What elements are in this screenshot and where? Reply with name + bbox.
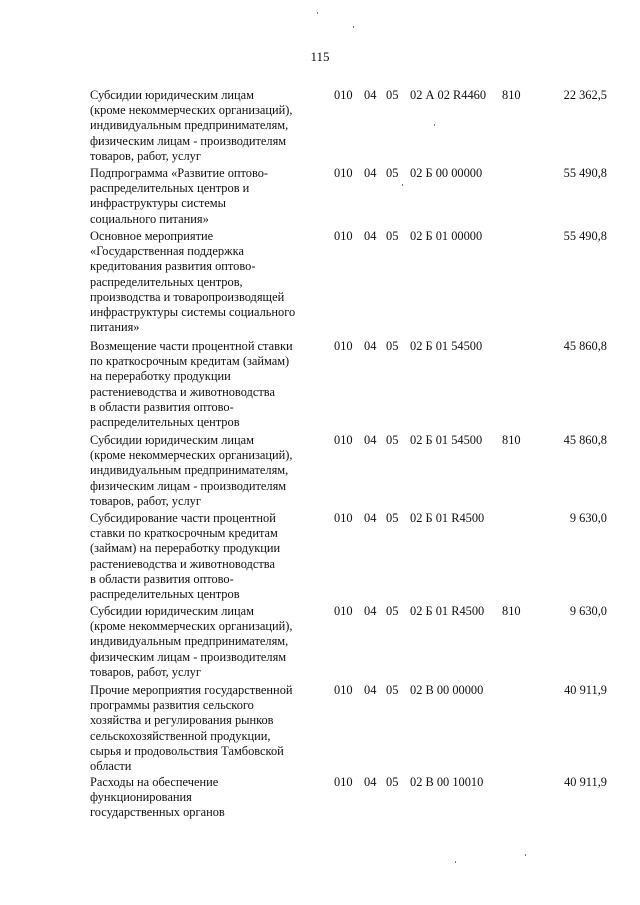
amount: 45 860,8 bbox=[563, 433, 607, 447]
section-code: 04 bbox=[364, 339, 377, 353]
ved-code: 010 bbox=[334, 166, 353, 180]
section-code: 04 bbox=[364, 683, 377, 697]
row-description: Субсидии юридическим лицам (кроме некоммерческих организаций), индивидуальным предпринимателям, физическим лицам - производителям товаров, работ, услуг bbox=[90, 433, 293, 508]
target-article-code: 02 Б 00 00000 bbox=[410, 166, 483, 180]
subsection-code: 05 bbox=[386, 604, 399, 618]
expense-type-code: 810 bbox=[502, 604, 521, 618]
subsection-code: 05 bbox=[386, 511, 399, 525]
amount: 22 362,5 bbox=[563, 88, 607, 102]
ved-code: 010 bbox=[334, 88, 353, 102]
subsection-code: 05 bbox=[386, 775, 399, 789]
ved-code: 010 bbox=[334, 229, 353, 243]
amount: 9 630,0 bbox=[569, 511, 607, 525]
scan-speck bbox=[317, 12, 318, 14]
target-article-code: 02 В 00 10010 bbox=[410, 775, 484, 789]
target-article-code: 02 Б 01 R4500 bbox=[410, 604, 485, 618]
scan-speck bbox=[525, 854, 526, 856]
section-code: 04 bbox=[364, 166, 377, 180]
ved-code: 010 bbox=[334, 683, 353, 697]
amount: 40 911,9 bbox=[564, 683, 607, 697]
section-code: 04 bbox=[364, 604, 377, 618]
subsection-code: 05 bbox=[386, 88, 399, 102]
scan-speck bbox=[402, 184, 403, 186]
row-description: Расходы на обеспечение функционирования государственных органов bbox=[90, 775, 225, 820]
row-description: Основное мероприятие «Государственная поддержка кредитования развития оптово- распределительных центров, производства и товаропроизводящей инфраструктуры системы социального питания» bbox=[90, 229, 296, 335]
scan-speck bbox=[353, 26, 354, 28]
row-description: Прочие мероприятия государственной программы развития сельского хозяйства и регулирования рынков сельскохозяйственной продукции, сырья и продовольствия Тамбовской области bbox=[90, 683, 293, 774]
scan-speck bbox=[455, 861, 456, 863]
expense-type-code: 810 bbox=[502, 433, 521, 447]
amount: 45 860,8 bbox=[563, 339, 607, 353]
subsection-code: 05 bbox=[386, 166, 399, 180]
target-article-code: 02 Б 01 R4500 bbox=[410, 511, 485, 525]
ved-code: 010 bbox=[334, 511, 353, 525]
row-description: Возмещение части процентной ставки по краткосрочным кредитам (займам) на переработку продукции растениеводства и животноводства в области развития оптово- распределительных центров bbox=[90, 339, 293, 430]
amount: 40 911,9 bbox=[564, 775, 607, 789]
section-code: 04 bbox=[364, 88, 377, 102]
ved-code: 010 bbox=[334, 604, 353, 618]
row-description: Субсидирование части процентной ставки по краткосрочным кредитам (займам) на переработку продукции растениеводства и животноводства в области развития оптово- распределительных центров bbox=[90, 511, 281, 602]
section-code: 04 bbox=[364, 775, 377, 789]
amount: 55 490,8 bbox=[563, 166, 607, 180]
section-code: 04 bbox=[364, 433, 377, 447]
row-description: Субсидии юридическим лицам (кроме некоммерческих организаций), индивидуальным предпринимателям, физическим лицам - производителям товаров, работ, услуг bbox=[90, 88, 293, 163]
scan-speck bbox=[434, 124, 435, 126]
subsection-code: 05 bbox=[386, 229, 399, 243]
page-number: 115 bbox=[310, 49, 330, 64]
expense-type-code: 810 bbox=[502, 88, 521, 102]
target-article-code: 02 В 00 00000 bbox=[410, 683, 484, 697]
row-description: Субсидии юридическим лицам (кроме некоммерческих организаций), индивидуальным предпринимателям, физическим лицам - производителям товаров, работ, услуг bbox=[90, 604, 293, 679]
subsection-code: 05 bbox=[386, 683, 399, 697]
amount: 9 630,0 bbox=[569, 604, 607, 618]
section-code: 04 bbox=[364, 511, 377, 525]
target-article-code: 02 Б 01 54500 bbox=[410, 433, 483, 447]
section-code: 04 bbox=[364, 229, 377, 243]
ved-code: 010 bbox=[334, 775, 353, 789]
subsection-code: 05 bbox=[386, 433, 399, 447]
target-article-code: 02 А 02 R4460 bbox=[410, 88, 487, 102]
amount: 55 490,8 bbox=[563, 229, 607, 243]
row-description: Подпрограмма «Развитие оптово- распределительных центров и инфраструктуры системы социального питания» bbox=[90, 166, 269, 226]
target-article-code: 02 Б 01 00000 bbox=[410, 229, 483, 243]
target-article-code: 02 Б 01 54500 bbox=[410, 339, 483, 353]
subsection-code: 05 bbox=[386, 339, 399, 353]
ved-code: 010 bbox=[334, 433, 353, 447]
ved-code: 010 bbox=[334, 339, 353, 353]
